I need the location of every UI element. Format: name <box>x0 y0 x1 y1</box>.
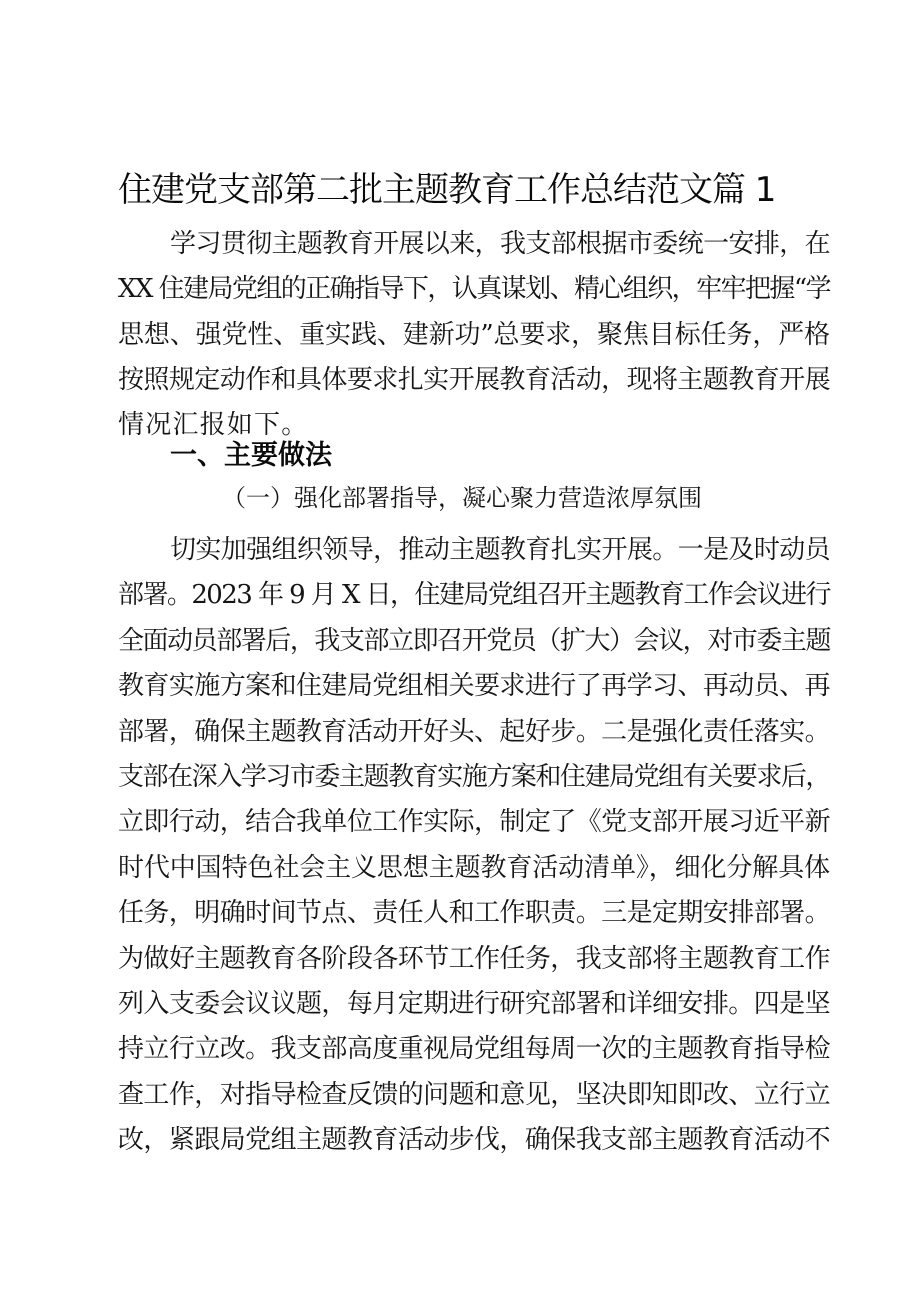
paragraph-line: 任务，明确时间节点、责任人和工作职责。三是定期安排部署。 <box>118 898 830 929</box>
paragraph-line: 立即行动，结合我单位工作实际，制定了《党支部开展习近平新 <box>118 807 830 838</box>
paragraph-line: 时代中国特色社会主义思想主题教育活动清单》，细化分解具体 <box>118 852 830 883</box>
paragraph-line: 支部在深入学习市委主题教育实施方案和住建局党组有关要求后， <box>118 761 830 792</box>
paragraph-line: 思想、强党性、重实践、建新功”总要求，聚焦目标任务，严格 <box>118 319 830 350</box>
paragraph-line: 教育实施方案和住建局党组相关要求进行了再学习、再动员、再 <box>118 671 830 702</box>
paragraph-line: 学习贯彻主题教育开展以来，我支部根据市委统一安排，在 <box>170 229 830 259</box>
paragraph-line: 查工作，对指导检查反馈的问题和意见，坚决即知即改、立行立 <box>118 1079 830 1110</box>
section-heading: 一、主要做法 <box>170 440 332 471</box>
paragraph-line: 持立行立改。我支部高度重视局党组每周一次的主题教育指导检 <box>118 1034 830 1065</box>
paragraph-line: 切实加强组织领导，推动主题教育扎实开展。一是及时动员 <box>170 535 830 565</box>
paragraph-line: 部署。2023 年 9 月 X 日，住建局党组召开主题教育工作会议进行 <box>118 580 830 611</box>
paragraph-line: 改，紧跟局党组主题教育活动步伐，确保我支部主题教育活动不 <box>118 1125 830 1156</box>
paragraph-line: 按照规定动作和具体要求扎实开展教育活动，现将主题教育开展 <box>118 364 830 395</box>
paragraph-line: 情况汇报如下。 <box>118 410 309 441</box>
paragraph-line: 列入支委会议议题，每月定期进行研究部署和详细安排。四是坚 <box>118 988 830 1019</box>
paragraph-line: 部署，确保主题教育活动开好头、起好步。二是强化责任落实。 <box>118 716 830 747</box>
intro-paragraph <box>118 222 830 448</box>
paragraph-line: 全面动员部署后，我支部立即召开党员（扩大）会议，对市委主题 <box>118 625 830 656</box>
paragraph-line: 为做好主题教育各阶段各环节工作任务，我支部将主题教育工作 <box>118 943 830 974</box>
body-paragraph <box>118 528 830 1163</box>
paragraph-line: XX 住建局党组的正确指导下，认真谋划、精心组织，牢牢把握“学 <box>118 274 830 305</box>
subsection-heading: （一）强化部署指导，凝心聚力营造浓厚氛围 <box>222 484 702 512</box>
document-title: 住建党支部第二批主题教育工作总结范文篇 1 <box>118 170 776 210</box>
